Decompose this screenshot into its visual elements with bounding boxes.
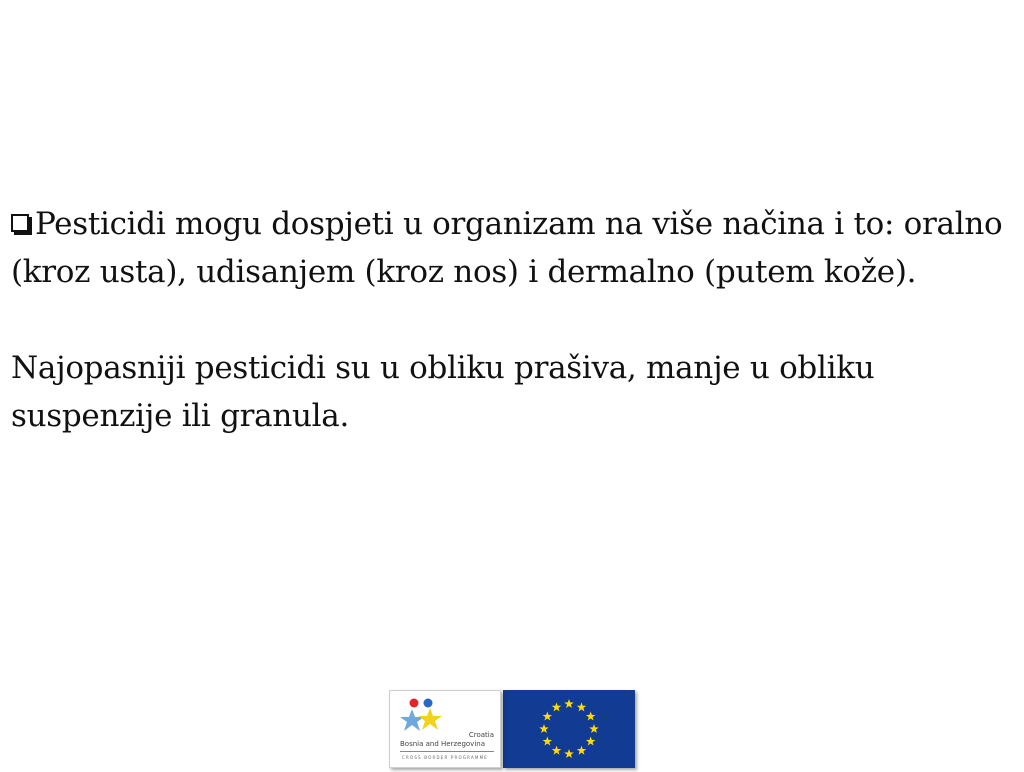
eu-star-icon [577,702,587,711]
cross-border-programme-logo [389,690,501,768]
paragraph-1-text: Pesticidi mogu dospjeti u organizam na više načina i to: oralno (kroz usta), udisanjem (kroz nos) i dermalno (putem kože). [11,206,1003,290]
eu-star-icon [589,724,599,733]
slide-body [11,200,1011,440]
eu-star-icon [586,712,596,721]
eu-star-icon [564,749,574,758]
eu-flag-icon [503,690,635,768]
eu-star-icon [552,746,562,755]
eu-star-icon [577,746,587,755]
footer-logos [389,690,635,768]
eu-star-icon [539,724,549,733]
eu-stars [503,690,635,768]
logo-divider [400,751,494,752]
paragraph-spacer [11,296,1011,344]
logo-text-croatia: Croatia [468,731,494,739]
logo-text-bih: Bosnia and Herzegovina [400,740,485,748]
stars-people-icon [398,697,454,733]
eu-star-icon [543,737,553,746]
logo-text-programme: CROSS BORDER PROGRAMME [402,755,488,760]
paragraph-2: Najopasniji pesticidi su u obliku prašiva, manje u obliku suspenzije ili granula. [11,350,875,434]
eu-star-icon [586,737,596,746]
eu-star-icon [543,712,553,721]
paragraph-1 [11,200,1011,296]
eu-star-icon [552,702,562,711]
eu-star-icon [564,699,574,708]
checkbox-bullet-icon [11,214,29,232]
